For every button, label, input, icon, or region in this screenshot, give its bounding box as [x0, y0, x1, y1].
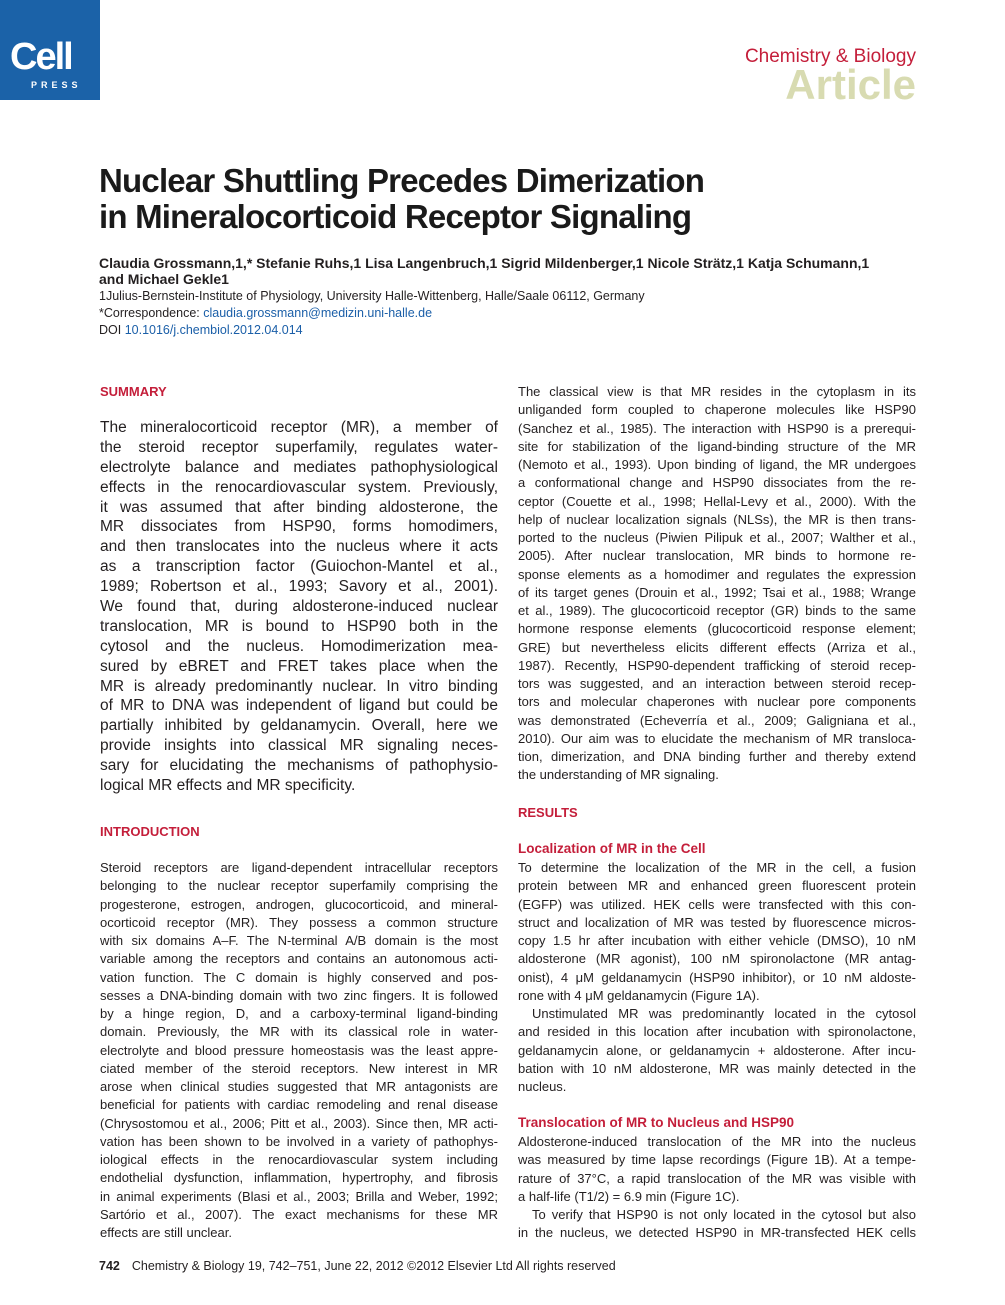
- footer-citation: Chemistry & Biology 19, 742–751, June 22, 2012 ©2012 Elsevier Ltd All rights reserved: [131, 1259, 616, 1273]
- text-line: with six domains A–F. The N-terminal A/B domain is the most: [100, 933, 498, 948]
- text-line: sponse elements as a homodimer and regulates the expression: [518, 566, 916, 582]
- text-line: provide insights into classical MR signaling neces-: [100, 737, 498, 755]
- text-line: progesterone, estrogen, androgen, glucocorticoid, and mineral-: [100, 896, 498, 912]
- text-line: of its target genes (Drouin et al., 1992; Tsai et al., 1988; Wrange: [518, 584, 916, 600]
- text-line: tion, dimerization, and DNA binding further and thereby extend: [518, 749, 916, 764]
- text-line: sured by eBRET and FRET takes place when the: [100, 657, 498, 675]
- text-line: vation function. The C domain is highly conserved and pos-: [100, 969, 498, 985]
- text-line: To determine the localization of the MR in the cell, a fusion: [518, 860, 916, 875]
- summary-text: [100, 418, 498, 796]
- text-line: beneficial for patients with cardiac remodeling and renal disease: [100, 1097, 498, 1113]
- translocation-paragraph: [518, 1133, 916, 1206]
- text-line: it was assumed that after binding aldosterone, the: [100, 498, 498, 516]
- text-line: electrolyte balance and mediates pathophysiological: [100, 458, 498, 476]
- text-line: sesses a DNA-binding domain with two zinc fingers. It is followed: [100, 987, 498, 1003]
- text-line: by a hinge region, D, and a carboxy-terminal ligand-binding: [100, 1006, 498, 1021]
- text-line: a conformational change and HSP90 dissociates from the re-: [518, 475, 916, 491]
- text-line: copy 1.5 hr after incubation with either vehicle (DMSO), 10 nM: [518, 933, 916, 948]
- text-line: aldosterone (MR agonist), 100 nM spironolactone (MR antag-: [518, 951, 916, 967]
- text-line: cytosol and the nucleus. Homodimerization mea-: [100, 637, 498, 655]
- text-line: arose when clinical studies suggested that MR antagonists are: [100, 1079, 498, 1094]
- results-subheading-localization: Localization of MR in the Cell: [518, 841, 706, 856]
- text-line: tors was suggested, and an interaction between steroid recep-: [518, 676, 916, 691]
- doi-link[interactable]: 10.1016/j.chembiol.2012.04.014: [124, 323, 303, 337]
- text-line: was measured by time lapse recordings (Figure 1B). At a tempe-: [518, 1152, 916, 1168]
- text-line: effects in the renocardiovascular system. Previously,: [100, 478, 498, 496]
- text-line: sary for elucidating the mechanisms of pathophysio-: [100, 757, 498, 775]
- text-line: To verify that HSP90 is not only located in the cytosol but also: [532, 1207, 916, 1222]
- text-line: the understanding of MR signaling.: [518, 767, 719, 783]
- intro-continued-text: [518, 383, 916, 785]
- correspondence-email-link[interactable]: claudia.grossmann@medizin.uni-halle.de: [203, 306, 433, 320]
- correspondence-label: *Correspondence:: [99, 306, 204, 320]
- introduction-text: [100, 859, 498, 1242]
- text-line: ceptor (Couette et al., 1998; Hellal-Levy et al., 2000). With the: [518, 493, 916, 509]
- text-line: nucleus.: [518, 1079, 567, 1094]
- text-line: partially inhibited by geldanamycin. Overall, here we: [100, 717, 498, 735]
- text-line: protein between MR and enhanced green fluorescent protein: [518, 878, 916, 894]
- translocation-paragraph-2: [518, 1206, 916, 1243]
- text-line: 1989; Robertson et al., 1993; Savory et al., 2001).: [100, 578, 498, 596]
- text-line: unliganded form coupled to chaperone molecules like HSP90: [518, 402, 916, 418]
- text-line: MR dissociates from HSP90, forms homodimers,: [100, 518, 498, 536]
- text-line: in animal experiments (Blasi et al., 2003; Brilla and Weber, 1992;: [100, 1188, 498, 1204]
- cell-press-logo: [0, 0, 100, 100]
- text-line: (Chrysostomou et al., 2006; Pitt et al., 2003). Since then, MR acti-: [100, 1115, 498, 1131]
- text-line: the steroid receptor superfamily, regulates water-: [100, 438, 498, 456]
- text-line: help of nuclear localization signals (NLSs), the MR is then trans-: [518, 511, 916, 527]
- text-line: 1987). Recently, HSP90-dependent trafficking of steroid recep-: [518, 657, 916, 673]
- text-line: 2010). Our aim was to elucidate the mechanism of MR transloca-: [518, 730, 916, 746]
- text-line: tors and molecular chaperones with nuclear pore components: [518, 694, 916, 710]
- text-line: effects are still unclear.: [100, 1225, 232, 1240]
- doi-line: [99, 322, 303, 339]
- text-line: was demonstrated (Echeverría et al., 2009; Galigniana et al.,: [518, 712, 916, 728]
- text-line: Steroid receptors are ligand-dependent intracellular receptors: [100, 860, 498, 875]
- text-line: et al., 1989). The glucocorticoid receptor (GR) binds to the same: [518, 603, 916, 618]
- text-line: GRE) but nevertheless elicits different effects (Arriza et al.,: [518, 639, 916, 655]
- text-line: in the nucleus, we detected HSP90 in MR-transfected HEK cells: [518, 1225, 916, 1241]
- text-line: and then translocates into the nucleus where it acts: [100, 538, 498, 556]
- author-line: Claudia Grossmann,1,* Stefanie Ruhs,1 Lisa Langenbruch,1 Sigrid Mildenberger,1 Nicole Strätz,1 Katja Schumann,1: [99, 255, 870, 271]
- text-line: We found that, during aldosterone-induced nuclear: [100, 598, 498, 616]
- paper-title: [99, 163, 919, 235]
- introduction-heading: INTRODUCTION: [100, 824, 200, 839]
- author-line: and Michael Gekle1: [99, 271, 229, 287]
- text-line: a half-life (T1/2) = 6.9 min (Figure 1C).: [518, 1188, 740, 1204]
- text-line: endothelial dysfunction, inflammation, hypertrophy, and fibrosis: [100, 1170, 498, 1186]
- logo-sub-text: PRESS: [31, 80, 82, 90]
- text-line: rature of 37°C, a rapid translocation of the MR was visible with: [518, 1170, 916, 1186]
- text-line: (Sanchez et al., 1985). The interaction with HSP90 is a prerequi-: [518, 420, 916, 436]
- text-line: hormone response elements (glucocorticoid response element;: [518, 621, 916, 637]
- text-line: domain. Previously, the MR with its classical role in water-: [100, 1024, 498, 1040]
- page-footer: [99, 1259, 616, 1273]
- correspondence: [99, 305, 432, 322]
- text-line: struct and localization of MR was tested by fluorescence micros-: [518, 914, 916, 930]
- text-line: of MR to DNA was independent of ligand but could be: [100, 697, 498, 715]
- text-line: site for stabilization of the ligand-binding structure of the MR: [518, 438, 916, 454]
- text-line: onist), 4 μM geldanamycin (HSP90 inhibitor), or 10 nM aldoste-: [518, 969, 916, 985]
- journal-name: Chemistry & Biology: [744, 46, 916, 67]
- page-number: 742: [99, 1259, 120, 1273]
- text-line: ocorticoid receptor (MR). They possess a common structure: [100, 914, 498, 930]
- text-line: vation has been shown to be involved in a variety of pathophys-: [100, 1133, 498, 1149]
- text-line: MR is already predominantly nuclear. In vitro binding: [100, 677, 498, 695]
- text-line: rone with 4 μM geldanamycin (Figure 1A).: [518, 987, 760, 1003]
- text-line: 2005). After nuclear translocation, MR binds to hormone re-: [518, 548, 916, 564]
- summary-heading: SUMMARY: [100, 384, 167, 399]
- localization-paragraph: [518, 859, 916, 1005]
- affiliation: 1Julius-Bernstein-Institute of Physiology, University Halle-Wittenberg, Halle/Saale 06112, Germany: [99, 289, 645, 303]
- text-line: Aldosterone-induced translocation of the MR into the nucleus: [518, 1134, 916, 1149]
- text-line: geldanamycin alone, or geldanamycin + aldosterone. After incu-: [518, 1042, 916, 1058]
- text-line: electrolyte and blood pressure homeostasis was the least appre-: [100, 1042, 498, 1058]
- title-line: Nuclear Shuttling Precedes Dimerization: [99, 162, 705, 199]
- text-line: logical MR effects and MR specificity.: [100, 777, 356, 795]
- results-subheading-translocation: Translocation of MR to Nucleus and HSP90: [518, 1115, 795, 1130]
- text-line: (EGFP) was utilized. HEK cells were transfected with this con-: [518, 896, 916, 912]
- text-line: iological effects in the renocardiovascular system including: [100, 1152, 498, 1167]
- text-line: and resided in this location after incubation with spironolactone,: [518, 1024, 916, 1040]
- text-line: ciated member of the steroid receptors. New interest in MR: [100, 1060, 498, 1076]
- text-line: translocation, MR is bound to HSP90 both in the: [100, 617, 498, 635]
- text-line: bation with 10 nM aldosterone, MR was mainly detected in the: [518, 1060, 916, 1076]
- text-line: The classical view is that MR resides in the cytoplasm in its: [518, 384, 916, 399]
- article-type: Article: [785, 61, 916, 108]
- logo-main-text: Cell: [10, 36, 72, 78]
- text-line: variable among the receptors and contains an autonomous acti-: [100, 951, 498, 967]
- results-heading: RESULTS: [518, 805, 578, 820]
- doi-label: DOI: [99, 323, 125, 337]
- text-line: Unstimulated MR was predominantly located in the cytosol: [532, 1006, 916, 1021]
- text-line: ported to the nucleus (Piwien Pilipuk et al., 2007; Walther et al.,: [518, 530, 916, 545]
- author-list: [99, 255, 939, 287]
- title-line: in Mineralocorticoid Receptor Signaling: [99, 198, 692, 235]
- text-line: belonging to the nuclear receptor superfamily comprising the: [100, 878, 498, 894]
- text-line: (Nemoto et al., 1993). Upon binding of ligand, the MR undergoes: [518, 457, 916, 472]
- text-line: Sartório et al., 2007). The exact mechanisms for these MR: [100, 1206, 498, 1222]
- text-line: The mineralocorticoid receptor (MR), a member of: [100, 419, 498, 436]
- localization-paragraph-2: [518, 1005, 916, 1096]
- text-line: as a transcription factor (Guiochon-Mantel et al.,: [100, 558, 498, 576]
